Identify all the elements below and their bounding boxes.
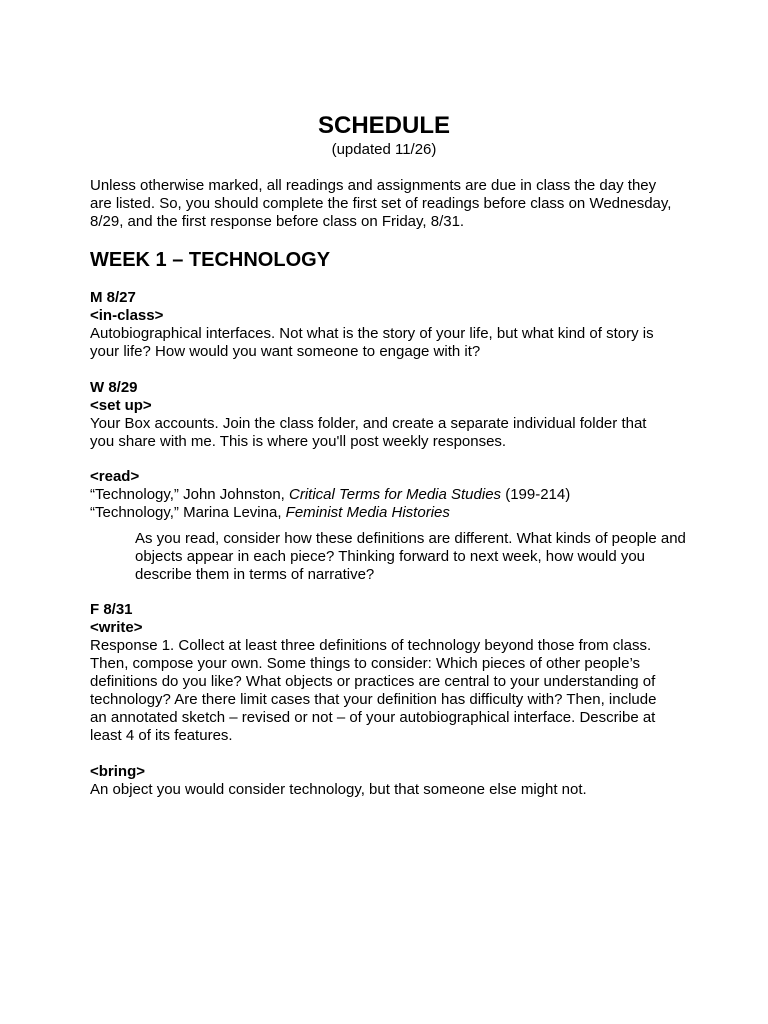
- reading-title: Critical Terms for Media Studies: [289, 486, 502, 503]
- reading-note: As you read, consider how these definitions are different. What kinds of people and objects appear in each piece? Thinking forward to next week, how would you describe them in terms of narrative?: [135, 530, 686, 583]
- bring-tag: <bring>: [90, 763, 146, 780]
- week-1-heading: WEEK 1 – TECHNOLOGY: [90, 249, 331, 271]
- bring-text: An object you would consider technology, but that someone else might not.: [90, 781, 587, 798]
- set-up-text: Your Box accounts. Join the class folder, and create a separate individual folder that you share with me. This is where you'll post weekly responses.: [90, 415, 647, 450]
- day-section-wednesday: [90, 379, 690, 451]
- reading-item: [90, 486, 690, 504]
- read-section: [90, 468, 690, 522]
- bring-section: [90, 763, 690, 799]
- day-label: M 8/27: [90, 289, 136, 306]
- reading-title: Feminist Media Histories: [285, 504, 450, 521]
- set-up-tag: <set up>: [90, 397, 152, 414]
- day-section-friday: [90, 601, 690, 745]
- updated-date: (updated 11/26): [331, 141, 437, 158]
- reading-item: [90, 504, 690, 522]
- in-class-tag: <in-class>: [90, 307, 164, 324]
- reading-author: “Technology,” John Johnston,: [90, 486, 290, 503]
- day-label: W 8/29: [90, 379, 138, 396]
- in-class-text: Autobiographical interfaces. Not what is the story of your life, but what kind of story is your life? How would you want someone to engage with it?: [90, 325, 654, 360]
- reading-pages: (199-214): [501, 486, 571, 503]
- write-tag: <write>: [90, 619, 143, 636]
- day-section-monday: [90, 289, 690, 361]
- page-title: SCHEDULE: [317, 112, 450, 139]
- intro-paragraph: Unless otherwise marked, all readings and assignments are due in class the day they are listed. So, you should complete the first set of readings before class on Wednesday, 8/29, and the first response before class on Friday, 8/31.: [90, 177, 672, 230]
- day-label: F 8/31: [90, 601, 133, 618]
- reading-author: “Technology,” Marina Levina,: [90, 504, 286, 521]
- write-text: Response 1. Collect at least three definitions of technology beyond those from class. Then, compose your own. Some things to consider: Which pieces of other people’s definitions do you like? What objects or practices are central to your understanding of technology? Are there limit cases that your definition has difficulty with? Then, include an annotated sketch – revised or not – of your autobiographical interface. Describe at least 4 of its features.: [90, 637, 657, 744]
- read-tag: <read>: [90, 468, 140, 485]
